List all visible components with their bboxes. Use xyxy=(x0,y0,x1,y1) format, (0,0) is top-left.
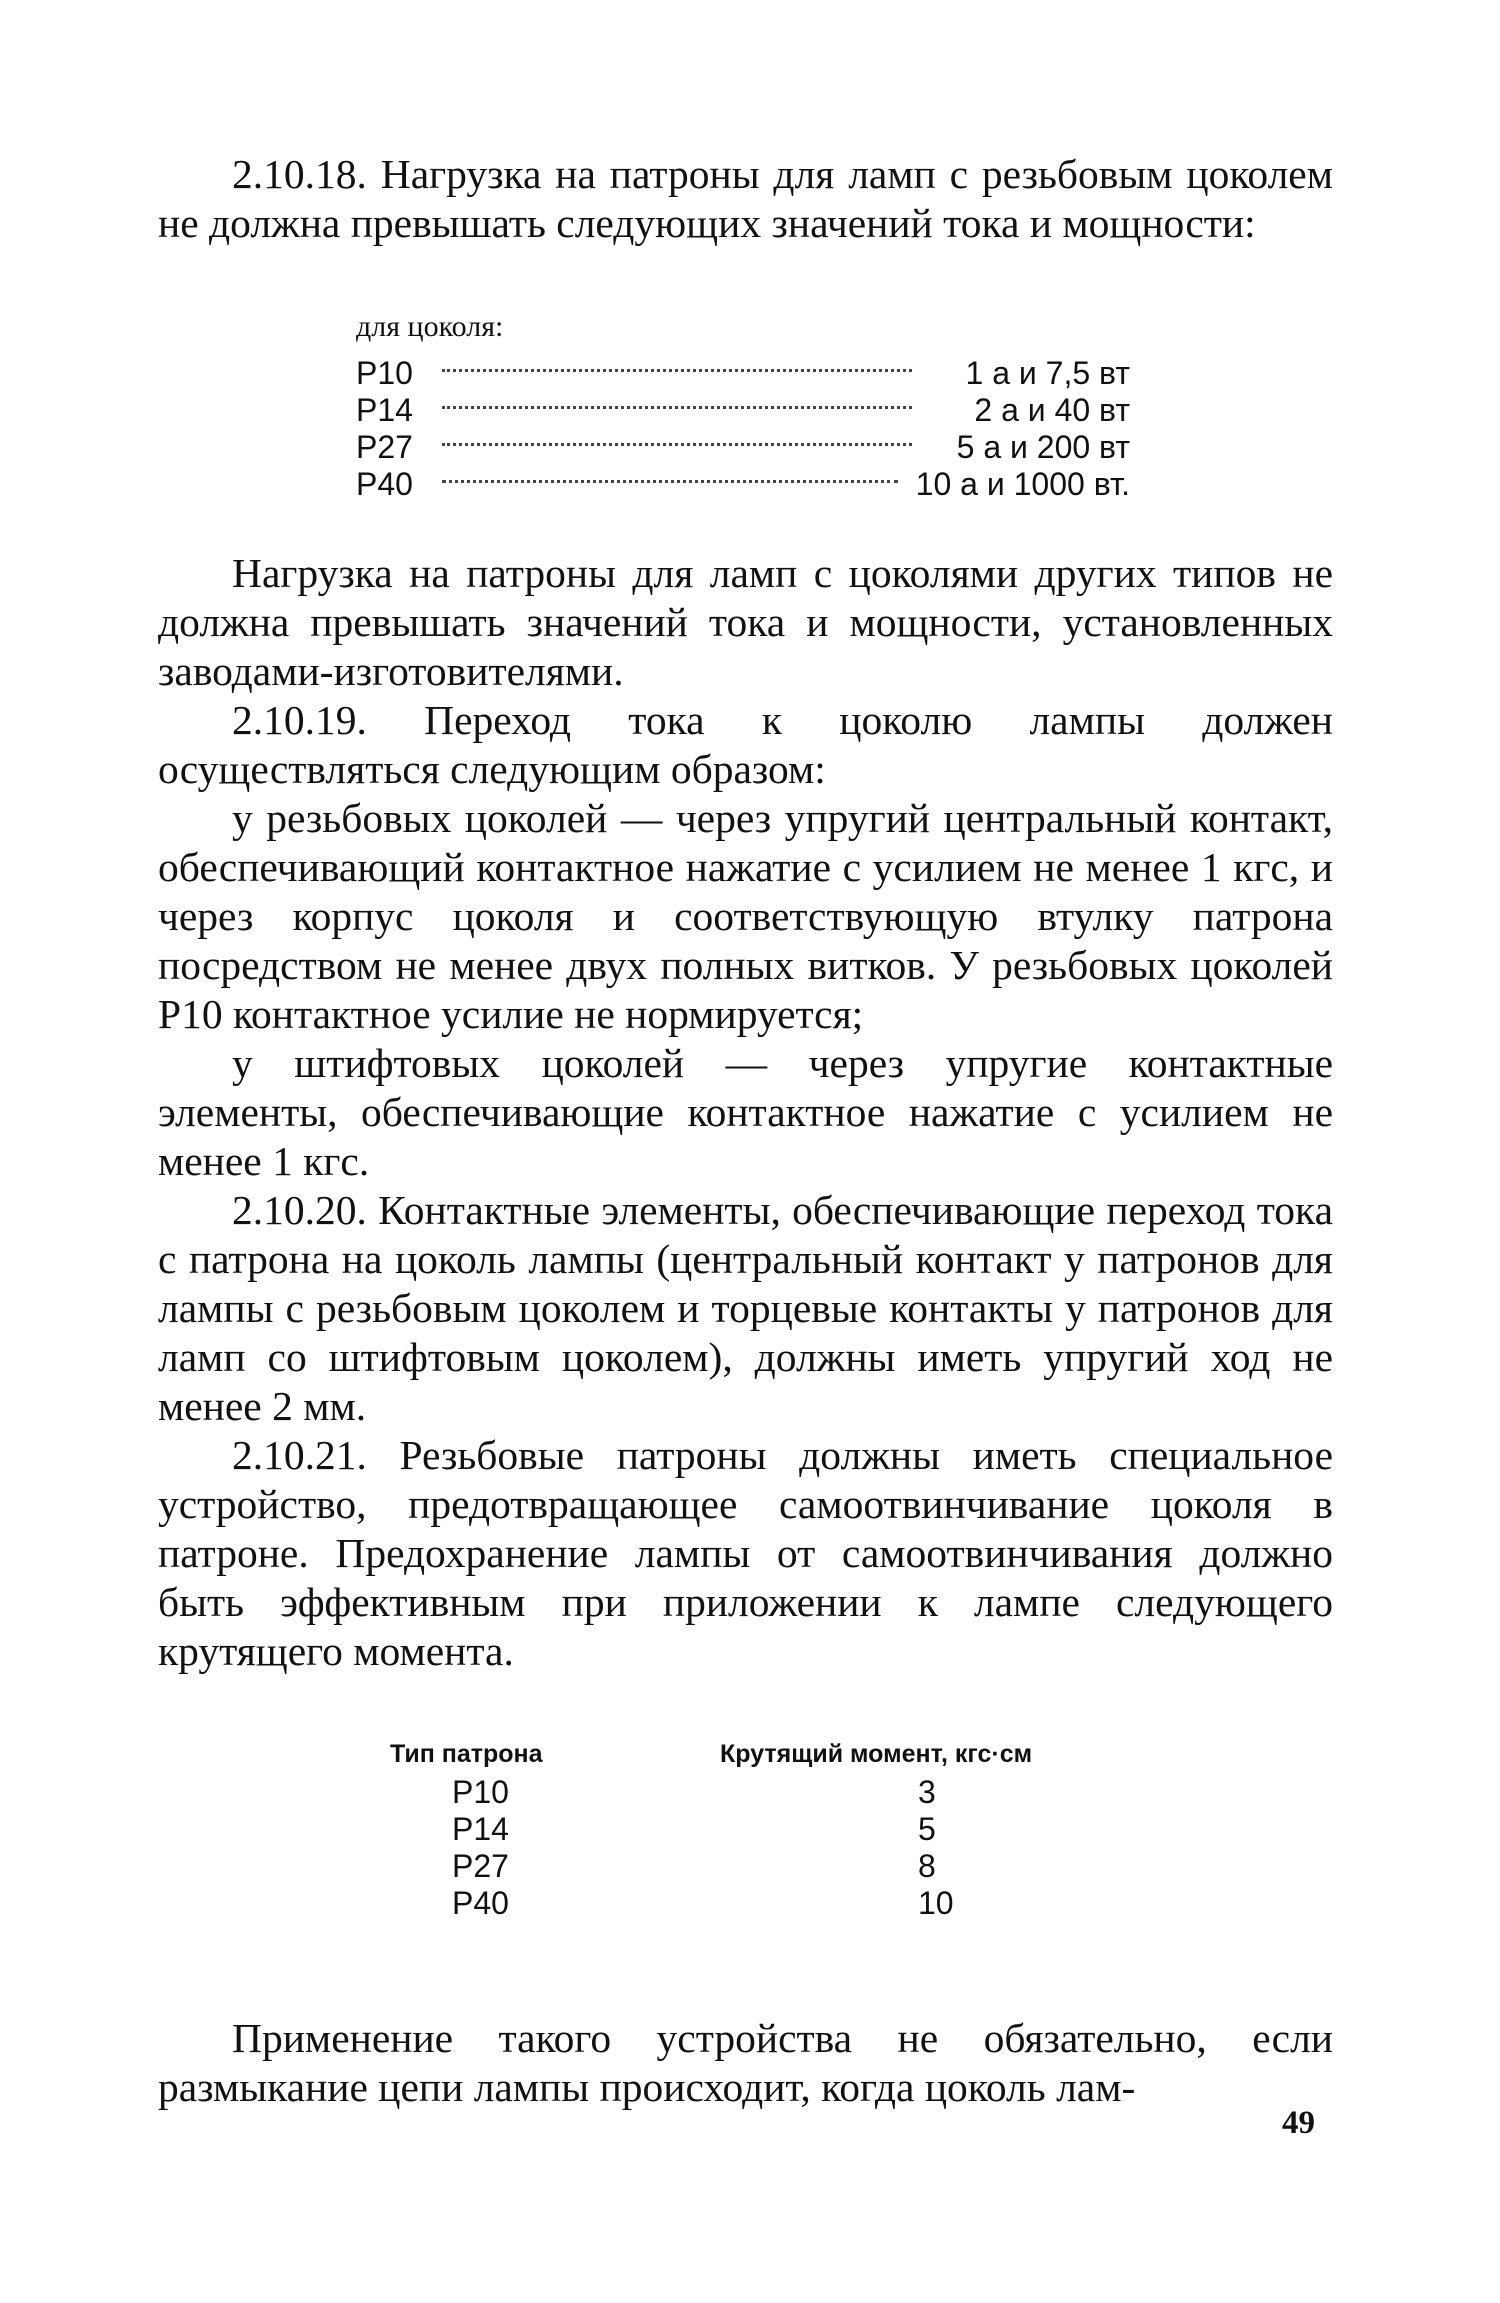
document-page xyxy=(158,150,1333,2112)
holder-type-cell: P27 xyxy=(452,1848,509,1884)
holder-type-cell: P14 xyxy=(452,1811,509,1847)
torque-cell: 5 xyxy=(918,1811,936,1847)
torque-table xyxy=(390,1734,1333,1922)
spec-caption: для цоколя: xyxy=(356,310,504,343)
spec-base: P40 xyxy=(356,466,413,502)
torque-cell: 3 xyxy=(918,1774,936,1810)
dot-leader xyxy=(442,479,898,483)
dot-leader xyxy=(442,368,912,372)
paragraph-2-10-19: 2.10.19. Переход тока к цоколю лампы должен осуществляться следующим образом: xyxy=(158,697,1333,792)
dot-leader xyxy=(442,442,912,446)
spec-row xyxy=(356,466,1130,503)
paragraph-threaded-bases: у резьбовых цоколей — через упругий центральный контакт, обеспечивающий контактное нажатие с усилием не менее 1 кгс, и через корпус цоколя и соответствующую втулку патрона посредством не менее двух полных витков. У резьбовых цоколей P10 контактное усилие не нормируется; xyxy=(158,795,1333,1037)
spec-base: P27 xyxy=(356,429,413,465)
spec-row xyxy=(356,355,1130,392)
dot-leader xyxy=(442,405,912,409)
spec-value: 5 а и 200 вт xyxy=(956,429,1130,465)
table-row xyxy=(390,1848,1333,1885)
table-row xyxy=(390,1885,1333,1922)
header-holder-type: Тип патрона xyxy=(390,1739,543,1768)
paragraph-other-bases: Нагрузка на патроны для ламп с цоколями других типов не должна превышать значений тока и мощности, установленных заводами-изготовителями. xyxy=(158,550,1333,694)
table-row xyxy=(390,1774,1333,1811)
table-row xyxy=(390,1811,1333,1848)
spec-base: P10 xyxy=(356,355,413,391)
holder-type-cell: P10 xyxy=(452,1774,509,1810)
spec-value: 10 а и 1000 вт. xyxy=(915,466,1130,502)
paragraph-pin-bases: у штифтовых цоколей — через упругие контактные элементы, обеспечивающие контактное нажатие с усилием не менее 1 кгс. xyxy=(158,1040,1333,1184)
paragraph-2-10-20: 2.10.20. Контактные элементы, обеспечивающие переход тока с патрона на цоколь лампы (центральный контакт у патронов для лампы с резьбовым цоколем и торцевые контакты у патронов для ламп со штифтовым цоколем), должны иметь упругий ход не менее 2 мм. xyxy=(158,1187,1333,1429)
page-number: 49 xyxy=(1282,2105,1315,2141)
paragraph-2-10-21: 2.10.21. Резьбовые патроны должны иметь специальное устройство, предотвращающее самоотвинчивание цоколя в патроне. Предохранение лампы от самоотвинчивания должно быть эффективным при приложении к лампе следующего крутящего момента. xyxy=(158,1432,1333,1674)
torque-table-header xyxy=(390,1734,1333,1774)
spec-base: P14 xyxy=(356,392,413,428)
spec-value: 2 а и 40 вт xyxy=(974,392,1130,428)
load-spec-table xyxy=(356,355,1130,503)
paragraph-2-10-18: 2.10.18. Нагрузка на патроны для ламп с резьбовым цоколем не должна превышать следующих значений тока и мощности: xyxy=(158,151,1333,246)
header-torque: Крутящий момент, кгс·см xyxy=(720,1739,1033,1768)
torque-cell: 10 xyxy=(918,1885,954,1921)
paragraph-closing: Применение такого устройства не обязательно, если размыкание цепи лампы происходит, когда цоколь лам- xyxy=(158,2015,1333,2110)
holder-type-cell: P40 xyxy=(452,1885,509,1921)
spec-row xyxy=(356,429,1130,466)
spec-value: 1 а и 7,5 вт xyxy=(965,355,1130,391)
torque-cell: 8 xyxy=(918,1848,936,1884)
spec-row xyxy=(356,392,1130,429)
